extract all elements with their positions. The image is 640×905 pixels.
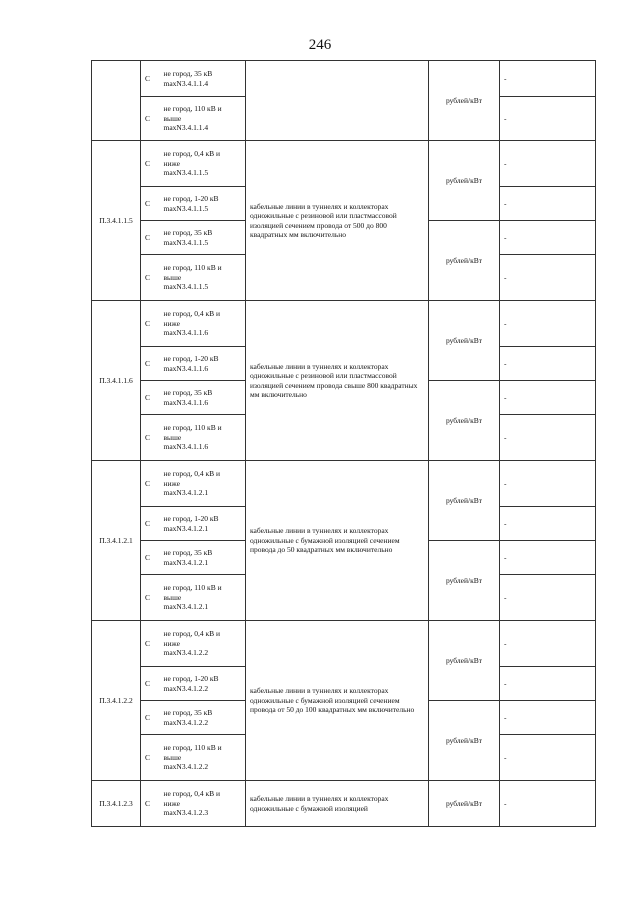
value-cell: - (500, 381, 596, 415)
voltage-level-line: выше (163, 113, 182, 123)
voltage-level-cell (160, 255, 246, 301)
voltage-level-cell (160, 301, 246, 347)
voltage-level-line: maxN3.4.1.1.5 (163, 237, 209, 247)
unit-cell: рублей/кВт (429, 701, 500, 781)
voltage-level-line: maxN3.4.1.2.1 (163, 523, 209, 533)
voltage-level-line: не город, 35 кВ (163, 228, 213, 238)
voltage-level-cell (160, 701, 246, 735)
voltage-level-line: не город, 35 кВ (163, 548, 213, 558)
code-cell-continued (92, 61, 141, 141)
category-cell: С (141, 415, 160, 461)
category-cell: С (141, 621, 160, 667)
voltage-level-line: ниже (163, 158, 180, 168)
page-number: 246 (308, 37, 332, 53)
voltage-level-line: не город, 1-20 кВ (163, 514, 219, 524)
group-code: П.3.4.1.2.1 (92, 461, 141, 621)
value-cell: - (500, 781, 596, 827)
value-cell: - (500, 621, 596, 667)
voltage-level-line: maxN3.4.1.1.6 (163, 328, 209, 338)
table-row (92, 461, 596, 507)
voltage-level-line: maxN3.4.1.2.3 (163, 808, 209, 818)
tariff-table-body (92, 61, 596, 827)
voltage-level-line: maxN3.4.1.1.6 (163, 397, 209, 407)
group-description: кабельные линии в туннелях и коллекторах одножильные с резиновой или пластмассовой изоляцией сечением провода от 500 до 800 квадратных мм включительно (246, 141, 429, 301)
unit-cell: рублей/кВт (429, 61, 500, 141)
value-cell: - (500, 667, 596, 701)
voltage-level-line: не город, 110 кВ и (163, 423, 222, 433)
voltage-level-line: не город, 110 кВ и (163, 743, 222, 753)
group-description: кабельные линии в туннелях и коллекторах одножильные с резиновой или пластмассовой изоляцией сечением провода свыше 800 квадратных мм включительно (246, 301, 429, 461)
voltage-level-line: не город, 0,4 кВ и (163, 629, 220, 639)
category-cell: С (141, 541, 160, 575)
group-description: кабельные линии в туннелях и коллекторах одножильные с бумажной изоляцией (246, 781, 429, 827)
category-cell: С (141, 347, 160, 381)
unit-cell: рублей/кВт (429, 301, 500, 381)
table-row (92, 301, 596, 347)
voltage-level-line: не город, 110 кВ и (163, 104, 222, 114)
category-cell: С (141, 781, 160, 827)
voltage-level-cell (160, 541, 246, 575)
voltage-level-line: не город, 1-20 кВ (163, 194, 219, 204)
voltage-level-cell (160, 781, 246, 827)
category-cell: С (141, 381, 160, 415)
category-cell: С (141, 667, 160, 701)
voltage-level-line: maxN3.4.1.1.5 (163, 282, 209, 292)
voltage-level-cell (160, 381, 246, 415)
voltage-level-cell (160, 735, 246, 781)
voltage-level-line: выше (163, 752, 182, 762)
voltage-level-line: maxN3.4.1.2.2 (163, 683, 209, 693)
value-cell: - (500, 301, 596, 347)
table-row (92, 141, 596, 187)
voltage-level-line: maxN3.4.1.2.1 (163, 488, 209, 498)
voltage-level-cell (160, 507, 246, 541)
voltage-level-line: выше (163, 592, 182, 602)
voltage-level-cell (160, 61, 246, 97)
voltage-level-line: maxN3.4.1.2.2 (163, 762, 209, 772)
voltage-level-cell (160, 667, 246, 701)
value-cell: - (500, 541, 596, 575)
category-cell: С (141, 575, 160, 621)
voltage-level-line: maxN3.4.1.2.1 (163, 602, 209, 612)
voltage-level-line: maxN3.4.1.1.6 (163, 442, 209, 452)
group-code: П.3.4.1.1.6 (92, 301, 141, 461)
voltage-level-cell (160, 347, 246, 381)
voltage-level-line: maxN3.4.1.1.5 (163, 203, 209, 213)
tariff-table (91, 60, 596, 827)
unit-cell: рублей/кВт (429, 221, 500, 301)
voltage-level-line: ниже (163, 798, 180, 808)
voltage-level-cell (160, 221, 246, 255)
voltage-level-line: не город, 0,4 кВ и (163, 309, 220, 319)
value-cell: - (500, 415, 596, 461)
voltage-level-line: maxN3.4.1.1.4 (163, 78, 209, 88)
voltage-level-cell (160, 575, 246, 621)
category-cell: С (141, 735, 160, 781)
group-code: П.3.4.1.1.5 (92, 141, 141, 301)
voltage-level-line: не город, 35 кВ (163, 708, 213, 718)
category-cell: С (141, 701, 160, 735)
group-code: П.3.4.1.2.3 (92, 781, 141, 827)
category-cell: С (141, 61, 160, 97)
voltage-level-cell (160, 461, 246, 507)
category-cell: С (141, 301, 160, 347)
value-cell: - (500, 61, 596, 97)
voltage-level-line: не город, 0,4 кВ и (163, 469, 220, 479)
voltage-level-line: не город, 110 кВ и (163, 263, 222, 273)
table-row (92, 781, 596, 827)
value-cell: - (500, 221, 596, 255)
value-cell: - (500, 575, 596, 621)
voltage-level-line: maxN3.4.1.1.4 (163, 123, 209, 133)
unit-cell: рублей/кВт (429, 781, 500, 827)
value-cell: - (500, 701, 596, 735)
voltage-level-cell (160, 141, 246, 187)
voltage-level-line: maxN3.4.1.2.2 (163, 717, 209, 727)
unit-cell: рублей/кВт (429, 621, 500, 701)
voltage-level-line: ниже (163, 318, 180, 328)
voltage-level-line: не город, 0,4 кВ и (163, 789, 220, 799)
category-cell: С (141, 187, 160, 221)
voltage-level-line: maxN3.4.1.1.6 (163, 363, 209, 373)
description-cell-continued (246, 61, 429, 141)
unit-cell: рублей/кВт (429, 381, 500, 461)
voltage-level-line: выше (163, 272, 182, 282)
value-cell: - (500, 187, 596, 221)
voltage-level-line: ниже (163, 638, 180, 648)
unit-cell: рублей/кВт (429, 541, 500, 621)
voltage-level-line: выше (163, 432, 182, 442)
voltage-level-line: не город, 35 кВ (163, 69, 213, 79)
value-cell: - (500, 507, 596, 541)
value-cell: - (500, 255, 596, 301)
voltage-level-line: не город, 0,4 кВ и (163, 149, 220, 159)
unit-cell: рублей/кВт (429, 141, 500, 221)
voltage-level-cell (160, 415, 246, 461)
voltage-level-line: maxN3.4.1.2.1 (163, 557, 209, 567)
voltage-level-line: не город, 1-20 кВ (163, 354, 219, 364)
voltage-level-cell (160, 621, 246, 667)
category-cell: С (141, 507, 160, 541)
value-cell: - (500, 97, 596, 141)
category-cell: С (141, 141, 160, 187)
value-cell: - (500, 461, 596, 507)
group-description: кабельные линии в туннелях и коллекторах одножильные с бумажной изоляцией сечением провода до 50 квадратных мм включительно (246, 461, 429, 621)
voltage-level-cell (160, 187, 246, 221)
category-cell: С (141, 461, 160, 507)
category-cell: С (141, 97, 160, 141)
group-description: кабельные линии в туннелях и коллекторах одножильные с бумажной изоляцией сечением провода от 50 до 100 квадратных мм включительно (246, 621, 429, 781)
voltage-level-cell (160, 97, 246, 141)
voltage-level-line: не город, 35 кВ (163, 388, 213, 398)
voltage-level-line: ниже (163, 478, 180, 488)
table-row (92, 621, 596, 667)
voltage-level-line: maxN3.4.1.2.2 (163, 648, 209, 658)
voltage-level-line: не город, 110 кВ и (163, 583, 222, 593)
value-cell: - (500, 347, 596, 381)
group-code: П.3.4.1.2.2 (92, 621, 141, 781)
unit-cell: рублей/кВт (429, 461, 500, 541)
voltage-level-line: не город, 1-20 кВ (163, 674, 219, 684)
category-cell: С (141, 255, 160, 301)
voltage-level-line: maxN3.4.1.1.5 (163, 168, 209, 178)
category-cell: С (141, 221, 160, 255)
value-cell: - (500, 141, 596, 187)
table-row (92, 61, 596, 97)
value-cell: - (500, 735, 596, 781)
